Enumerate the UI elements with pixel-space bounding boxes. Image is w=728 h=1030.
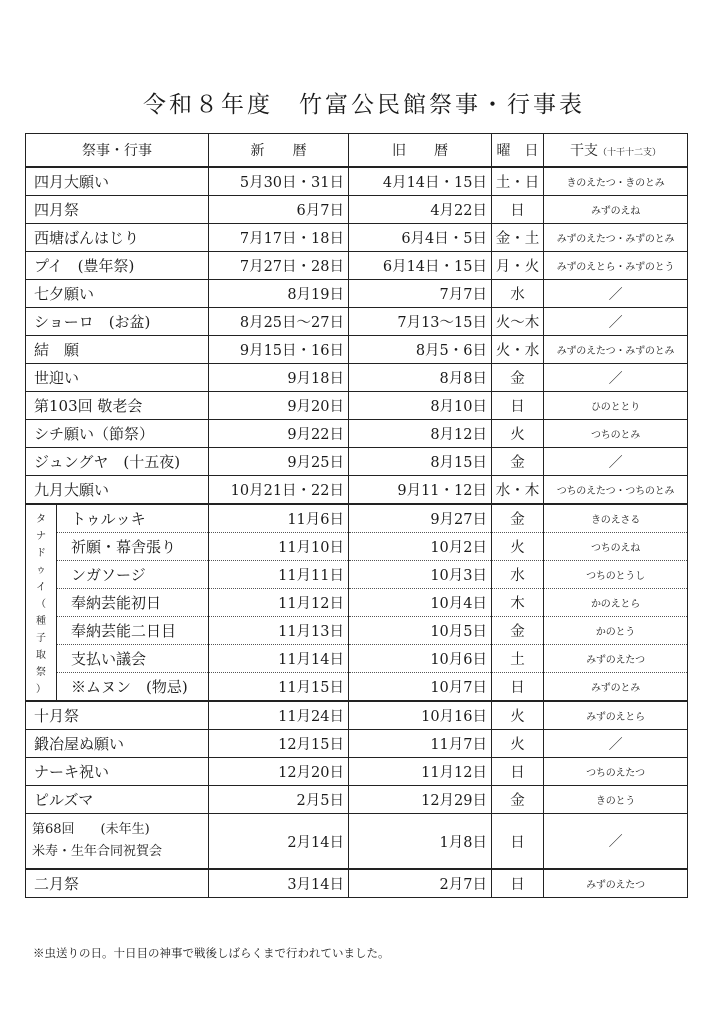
eto: みずのとみ bbox=[544, 673, 688, 702]
event-name: ナーキ祝い bbox=[26, 758, 209, 786]
table-row bbox=[26, 196, 688, 224]
event-name-line1: 第68回 (未年生) bbox=[32, 822, 150, 837]
weekday: 金・土 bbox=[492, 224, 544, 252]
weekday: 日 bbox=[492, 196, 544, 224]
weekday: 火 bbox=[492, 701, 544, 730]
eto: つちのとうし bbox=[544, 561, 688, 589]
new-calendar-date: 11月11日 bbox=[209, 561, 349, 589]
eto: ／ bbox=[544, 308, 688, 336]
new-calendar-date: 5月30日・31日 bbox=[209, 167, 349, 196]
old-calendar-date: 6月14日・15日 bbox=[349, 252, 492, 280]
table-row bbox=[26, 448, 688, 476]
eto: みずのえとら・みずのとう bbox=[544, 252, 688, 280]
new-calendar-date: 7月27日・28日 bbox=[209, 252, 349, 280]
eto: つちのとみ bbox=[544, 420, 688, 448]
eto: きのえたつ・きのとみ bbox=[544, 167, 688, 196]
group-label-char: （ bbox=[36, 599, 46, 610]
eto: かのとう bbox=[544, 617, 688, 645]
old-calendar-date: 2月7日 bbox=[349, 869, 492, 898]
weekday: 火・水 bbox=[492, 336, 544, 364]
old-calendar-date: 10月3日 bbox=[349, 561, 492, 589]
new-calendar-date: 6月7日 bbox=[209, 196, 349, 224]
new-calendar-date: 2月14日 bbox=[209, 814, 349, 870]
table-row bbox=[26, 561, 688, 589]
new-calendar-date: 11月24日 bbox=[209, 701, 349, 730]
event-name: 二月祭 bbox=[26, 869, 209, 898]
table-row bbox=[26, 645, 688, 673]
eto: つちのえね bbox=[544, 533, 688, 561]
eto: みずのえたつ bbox=[544, 869, 688, 898]
table-row bbox=[26, 589, 688, 617]
new-calendar-date: 11月6日 bbox=[209, 504, 349, 533]
table-row bbox=[26, 224, 688, 252]
group-label-char: ） bbox=[36, 684, 46, 695]
event-name: 結 願 bbox=[26, 336, 209, 364]
event-name-line2: 米寿・生年合同祝賀会 bbox=[32, 844, 163, 859]
old-calendar-date: 12月29日 bbox=[349, 786, 492, 814]
eto: みずのえね bbox=[544, 196, 688, 224]
old-calendar-date: 8月12日 bbox=[349, 420, 492, 448]
table-row bbox=[26, 814, 688, 870]
eto: ／ bbox=[544, 364, 688, 392]
old-calendar-date: 10月16日 bbox=[349, 701, 492, 730]
table-row bbox=[26, 673, 688, 702]
group-label-char: イ bbox=[36, 582, 46, 593]
table-row bbox=[26, 617, 688, 645]
old-calendar-date: 4月14日・15日 bbox=[349, 167, 492, 196]
table-row bbox=[26, 308, 688, 336]
group-label-char: ナ bbox=[36, 531, 46, 542]
eto: みずのえたつ・みずのとみ bbox=[544, 336, 688, 364]
new-calendar-date: 2月5日 bbox=[209, 786, 349, 814]
new-calendar-date: 10月21日・22日 bbox=[209, 476, 349, 505]
event-name: 四月大願い bbox=[26, 167, 209, 196]
event-name: 奉納芸能二日目 bbox=[57, 617, 209, 645]
event-name: ンガソージ bbox=[57, 561, 209, 589]
old-calendar-date: 7月13～15日 bbox=[349, 308, 492, 336]
old-calendar-date: 10月2日 bbox=[349, 533, 492, 561]
event-name: 七夕願い bbox=[26, 280, 209, 308]
old-calendar-date: 9月27日 bbox=[349, 504, 492, 533]
weekday: 水 bbox=[492, 561, 544, 589]
eto: かのえとら bbox=[544, 589, 688, 617]
event-name: プイ (豊年祭) bbox=[26, 252, 209, 280]
group-label-char: タ bbox=[36, 514, 46, 525]
group-label-char: ド bbox=[36, 548, 46, 559]
weekday: 火 bbox=[492, 420, 544, 448]
weekday: 水 bbox=[492, 280, 544, 308]
event-name: 鍛冶屋ぬ願い bbox=[26, 730, 209, 758]
old-calendar-date: 10月5日 bbox=[349, 617, 492, 645]
header-eto-label: 干支 bbox=[569, 143, 598, 159]
table-row bbox=[26, 504, 688, 533]
event-name bbox=[26, 814, 209, 870]
old-calendar-date: 4月22日 bbox=[349, 196, 492, 224]
old-calendar-date: 7月7日 bbox=[349, 280, 492, 308]
eto: ／ bbox=[544, 730, 688, 758]
weekday: 木 bbox=[492, 589, 544, 617]
eto: きのとう bbox=[544, 786, 688, 814]
event-name: シチ願い（節祭） bbox=[26, 420, 209, 448]
weekday: 日 bbox=[492, 392, 544, 420]
new-calendar-date: 12月20日 bbox=[209, 758, 349, 786]
old-calendar-date: 10月4日 bbox=[349, 589, 492, 617]
eto: ／ bbox=[544, 448, 688, 476]
table-row bbox=[26, 420, 688, 448]
table-row bbox=[26, 167, 688, 196]
weekday: 日 bbox=[492, 673, 544, 702]
eto: きのえさる bbox=[544, 504, 688, 533]
event-name: 四月祭 bbox=[26, 196, 209, 224]
old-calendar-date: 6月4日・5日 bbox=[349, 224, 492, 252]
table-row bbox=[26, 869, 688, 898]
group-label-char: 祭 bbox=[36, 667, 46, 678]
new-calendar-date: 7月17日・18日 bbox=[209, 224, 349, 252]
table-row bbox=[26, 533, 688, 561]
group-label-char: 子 bbox=[36, 633, 46, 644]
event-name: 西塘ばんはじり bbox=[26, 224, 209, 252]
header-event: 祭事・行事 bbox=[26, 134, 209, 168]
weekday: 土 bbox=[492, 645, 544, 673]
event-name: ※ムヌン (物忌) bbox=[57, 673, 209, 702]
header-eto-sub: （十干十二支） bbox=[597, 148, 661, 158]
event-name: 祈願・幕舎張り bbox=[57, 533, 209, 561]
new-calendar-date: 9月25日 bbox=[209, 448, 349, 476]
eto: みずのえたつ・みずのとみ bbox=[544, 224, 688, 252]
event-name: 奉納芸能初日 bbox=[57, 589, 209, 617]
old-calendar-date: 11月12日 bbox=[349, 758, 492, 786]
table-row bbox=[26, 758, 688, 786]
weekday: 金 bbox=[492, 448, 544, 476]
new-calendar-date: 8月25日～27日 bbox=[209, 308, 349, 336]
page-title: 令和８年度 竹富公民館祭事・行事表 bbox=[143, 92, 585, 118]
new-calendar-date: 12月15日 bbox=[209, 730, 349, 758]
new-calendar-date: 9月22日 bbox=[209, 420, 349, 448]
header-old-calendar: 旧 暦 bbox=[349, 134, 492, 168]
group-label-char: ゥ bbox=[36, 565, 46, 576]
eto: つちのえたつ・つちのとみ bbox=[544, 476, 688, 505]
new-calendar-date: 3月14日 bbox=[209, 869, 349, 898]
old-calendar-date: 1月8日 bbox=[349, 814, 492, 870]
group-label-char: 取 bbox=[36, 650, 46, 661]
new-calendar-date: 11月12日 bbox=[209, 589, 349, 617]
new-calendar-date: 9月18日 bbox=[209, 364, 349, 392]
table-row bbox=[26, 280, 688, 308]
new-calendar-date: 9月15日・16日 bbox=[209, 336, 349, 364]
header-new-calendar: 新 暦 bbox=[209, 134, 349, 168]
event-name: ピルズマ bbox=[26, 786, 209, 814]
weekday: 火 bbox=[492, 730, 544, 758]
event-name: 十月祭 bbox=[26, 701, 209, 730]
event-name: 世迎い bbox=[26, 364, 209, 392]
weekday: 金 bbox=[492, 617, 544, 645]
weekday: 金 bbox=[492, 504, 544, 533]
weekday: 金 bbox=[492, 786, 544, 814]
eto: ／ bbox=[544, 280, 688, 308]
weekday: 金 bbox=[492, 364, 544, 392]
group-label-char: 種 bbox=[36, 616, 46, 627]
new-calendar-date: 8月19日 bbox=[209, 280, 349, 308]
header-eto bbox=[544, 134, 688, 168]
header-weekday: 曜 日 bbox=[492, 134, 544, 168]
events-table bbox=[25, 133, 688, 898]
old-calendar-date: 8月10日 bbox=[349, 392, 492, 420]
table-row bbox=[26, 701, 688, 730]
weekday: 土・日 bbox=[492, 167, 544, 196]
weekday: 日 bbox=[492, 758, 544, 786]
eto: つちのえたつ bbox=[544, 758, 688, 786]
old-calendar-date: 11月7日 bbox=[349, 730, 492, 758]
weekday: 月・火 bbox=[492, 252, 544, 280]
tanadui-group-label bbox=[26, 504, 57, 701]
eto: みずのえたつ bbox=[544, 645, 688, 673]
weekday: 日 bbox=[492, 869, 544, 898]
table-header-row bbox=[26, 134, 688, 168]
new-calendar-date: 11月13日 bbox=[209, 617, 349, 645]
table-row bbox=[26, 476, 688, 505]
event-name: 九月大願い bbox=[26, 476, 209, 505]
footnote: ※虫送りの日。十日目の神事で戦後しばらくまで行われていました。 bbox=[33, 946, 390, 960]
old-calendar-date: 8月15日 bbox=[349, 448, 492, 476]
event-name: ジュングヤ (十五夜) bbox=[26, 448, 209, 476]
old-calendar-date: 8月8日 bbox=[349, 364, 492, 392]
weekday: 水・木 bbox=[492, 476, 544, 505]
weekday: 日 bbox=[492, 814, 544, 870]
eto: ひのととり bbox=[544, 392, 688, 420]
new-calendar-date: 9月20日 bbox=[209, 392, 349, 420]
old-calendar-date: 10月7日 bbox=[349, 673, 492, 702]
table-row bbox=[26, 392, 688, 420]
event-name: 支払い議会 bbox=[57, 645, 209, 673]
old-calendar-date: 10月6日 bbox=[349, 645, 492, 673]
eto: ／ bbox=[544, 814, 688, 870]
old-calendar-date: 8月5・6日 bbox=[349, 336, 492, 364]
table-row bbox=[26, 252, 688, 280]
event-name: 第103回 敬老会 bbox=[26, 392, 209, 420]
new-calendar-date: 11月10日 bbox=[209, 533, 349, 561]
event-name: トゥルッキ bbox=[57, 504, 209, 533]
old-calendar-date: 9月11・12日 bbox=[349, 476, 492, 505]
table-row bbox=[26, 364, 688, 392]
eto: みずのえとら bbox=[544, 701, 688, 730]
new-calendar-date: 11月15日 bbox=[209, 673, 349, 702]
weekday: 火 bbox=[492, 533, 544, 561]
table-row bbox=[26, 730, 688, 758]
weekday: 火～木 bbox=[492, 308, 544, 336]
new-calendar-date: 11月14日 bbox=[209, 645, 349, 673]
table-row bbox=[26, 786, 688, 814]
event-name: ショーロ (お盆) bbox=[26, 308, 209, 336]
table-row bbox=[26, 336, 688, 364]
